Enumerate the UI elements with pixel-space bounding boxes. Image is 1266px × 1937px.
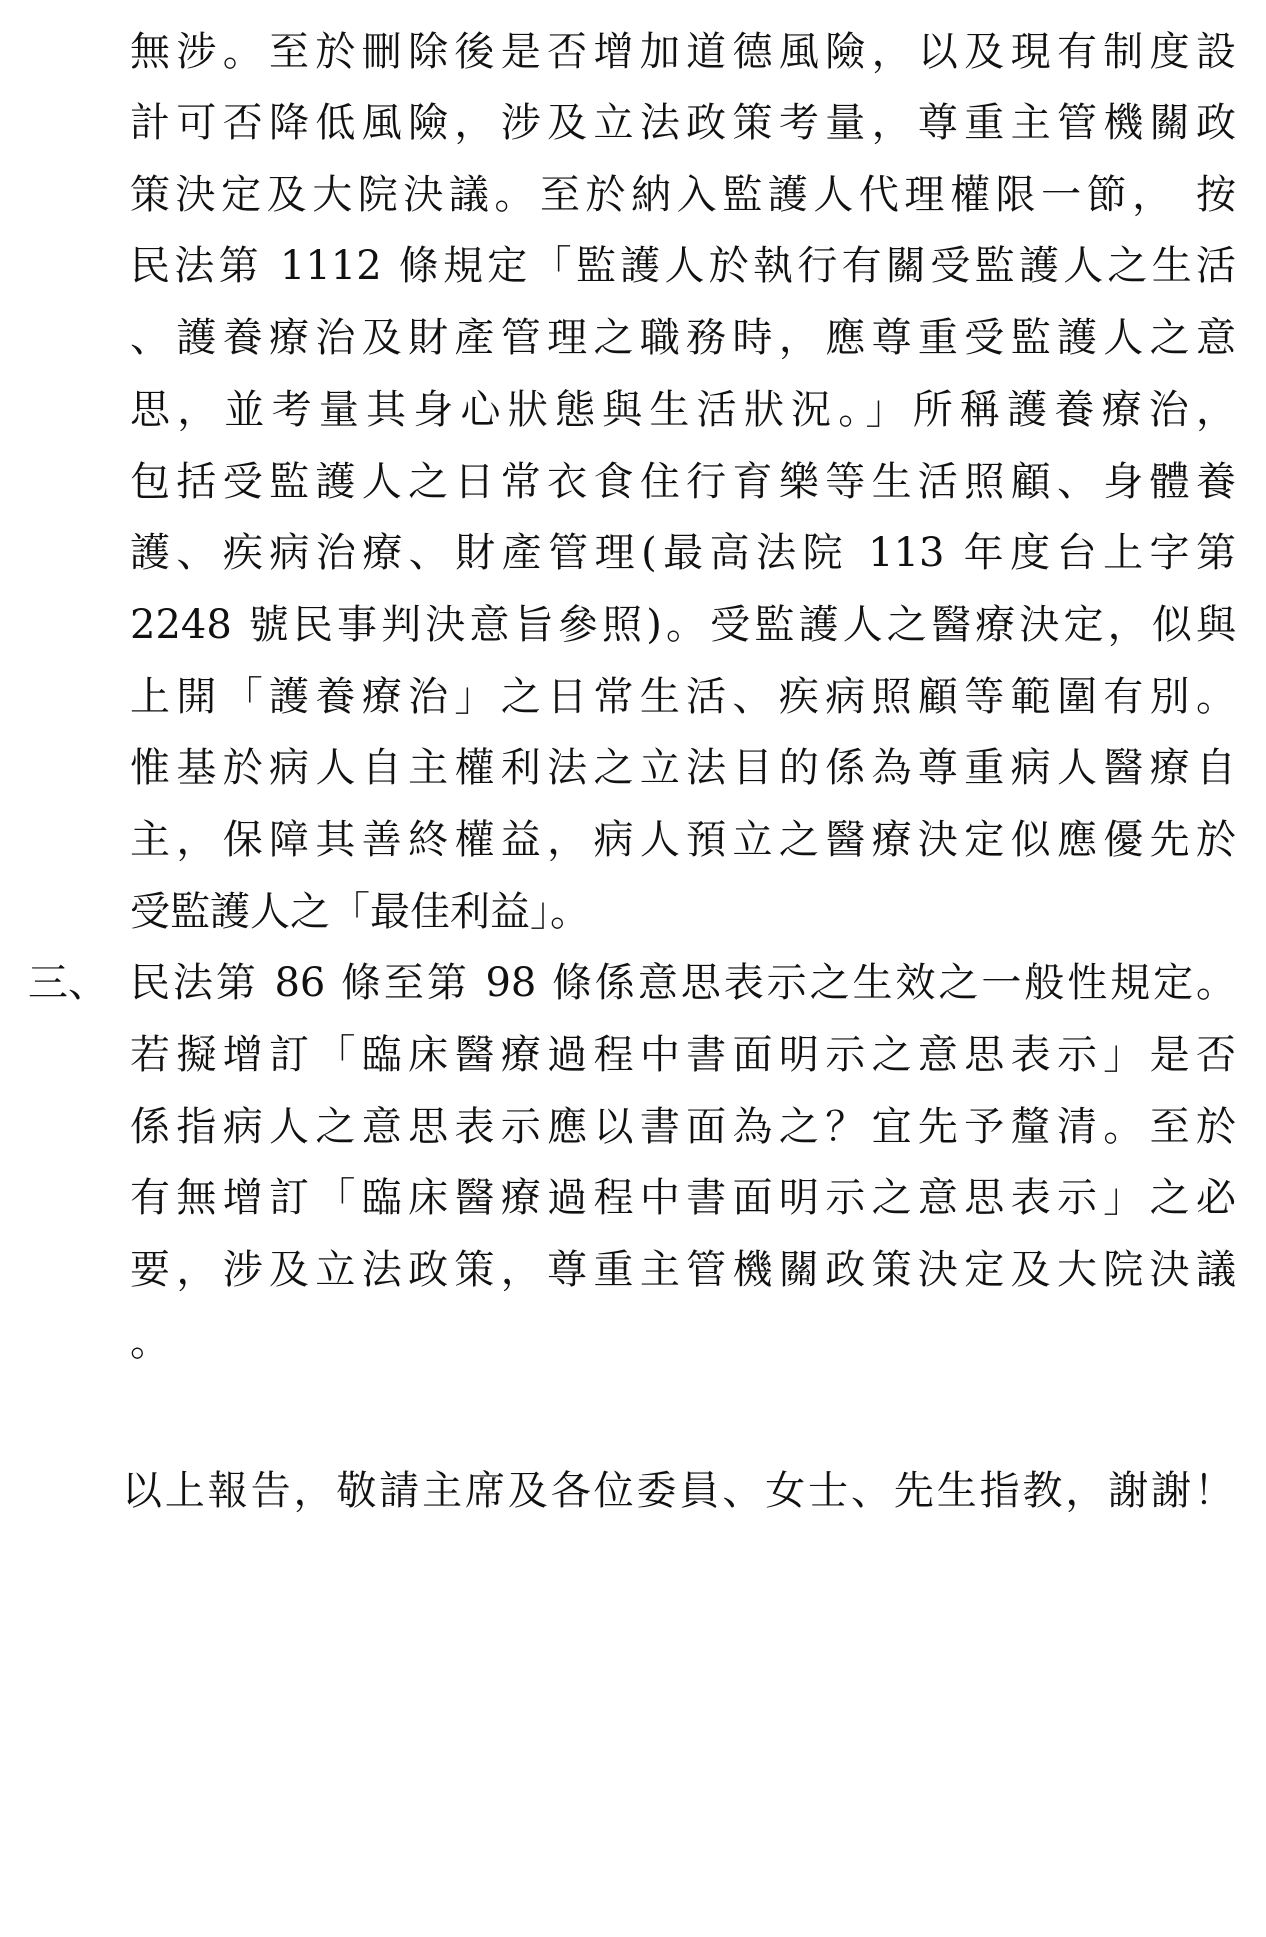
paragraph-line: 2248 號民事判決意旨參照)。受監護人之醫療決定，似與: [130, 602, 1236, 648]
section-line: 若擬增訂「臨床醫療過程中書面明示之意思表示」是否: [130, 1032, 1236, 1078]
paragraph-line: 受監護人之「最佳利益」。: [130, 889, 590, 935]
section-line: 係指病人之意思表示應以書面為之？宜先予釐清。至於: [130, 1104, 1236, 1150]
section-marker: 三、: [28, 960, 108, 1006]
paragraph-line: 無涉。至於刪除後是否增加道德風險，以及現有制度設: [130, 29, 1236, 75]
paragraph-line: 主，保障其善終權益，病人預立之醫療決定似應優先於: [130, 817, 1236, 863]
section-line: 民法第 86 條至第 98 條係意思表示之生效之一般性規定。: [130, 960, 1236, 1006]
paragraph-line: 思，並考量其身心狀態與生活狀況。」所稱護養療治，: [130, 387, 1236, 433]
paragraph-line: 、護養療治及財產管理之職務時，應尊重受監護人之意: [130, 315, 1236, 361]
paragraph-line: 包括受監護人之日常衣食住行育樂等生活照顧、身體養: [130, 459, 1236, 505]
section-line: 有無增訂「臨床醫療過程中書面明示之意思表示」之必: [130, 1175, 1236, 1221]
paragraph-line: 上開「護養療治」之日常生活、疾病照顧等範圍有別。: [130, 674, 1236, 720]
section-line: 。: [130, 1319, 170, 1365]
paragraph-line: 計可否降低風險，涉及立法政策考量，尊重主管機關政: [130, 100, 1236, 146]
paragraph-line: 民法第 1112 條規定「監護人於執行有關受監護人之生活: [130, 243, 1236, 289]
paragraph-line: 惟基於病人自主權利法之立法目的係為尊重病人醫療自: [130, 745, 1236, 791]
section-line: 要，涉及立法政策，尊重主管機關政策決定及大院決議: [130, 1247, 1236, 1293]
paragraph-line: 護、疾病治療、財產管理(最高法院 113 年度台上字第: [130, 530, 1236, 576]
closing-remark: 以上報告，敬請主席及各位委員、女士、先生指教，謝謝！: [122, 1468, 1234, 1514]
paragraph-line: 策決定及大院決議。至於納入監護人代理權限一節， 按: [130, 172, 1236, 218]
